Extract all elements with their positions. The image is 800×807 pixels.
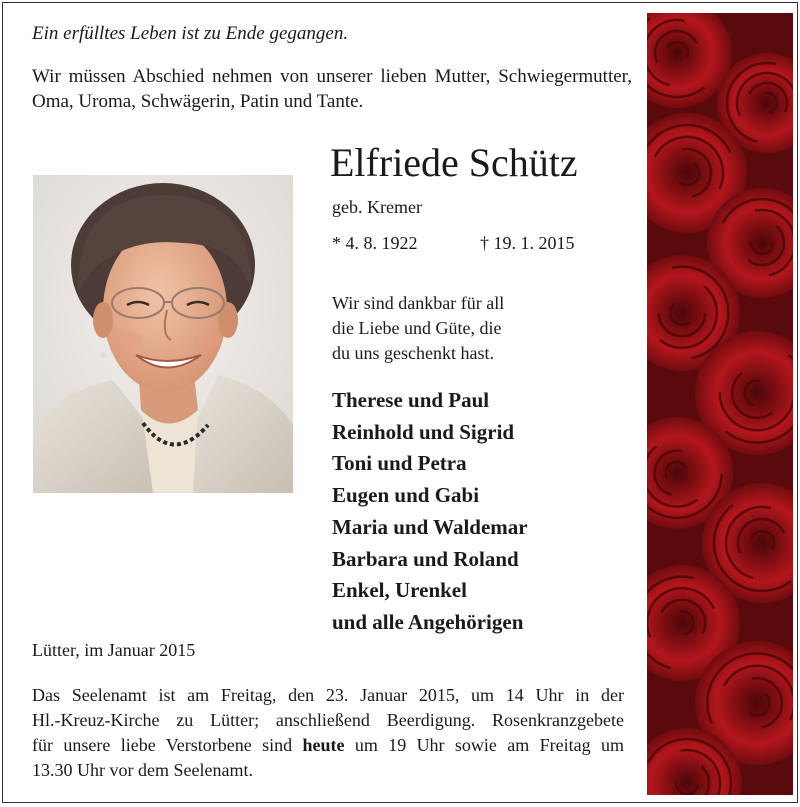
thanks-line: Wir sind dankbar für all [332, 293, 505, 313]
notice-line: Das Seelenamt ist am Freitag, den 23. Januar 2015, um 14 Uhr in der [32, 685, 624, 705]
lead-paragraph: Wir müssen Abschied nehmen von unserer lieben Mutter, Schwiegermutter, Oma, Uroma, Schwägerin, Patin und Tante. [32, 66, 632, 112]
maiden-name: geb. Kremer [332, 197, 422, 217]
thanks-line: die Liebe und Güte, die [332, 318, 502, 338]
notice-line: Hl.-Kreuz-Kirche zu Lütter; anschließend Beerdigung. Rosenkranzgebete [32, 710, 624, 730]
mourner-entry: Maria und Waldemar [332, 514, 528, 539]
service-notice [32, 683, 624, 783]
notice-text: für unsere liebe Verstorbene sind [32, 735, 303, 755]
mourner-entry: und alle Angehörigen [332, 609, 524, 634]
mourners-list [332, 385, 632, 639]
death-date: † 19. 1. 2015 [480, 233, 575, 253]
place-date: Lütter, im Januar 2015 [32, 640, 196, 660]
thanks-line: du uns geschenkt hast. [332, 343, 494, 363]
mourner-entry: Barbara und Roland [332, 546, 519, 571]
mourner-entry: Enkel, Urenkel [332, 578, 467, 603]
mourner-entry: Therese und Paul [332, 388, 490, 412]
mourner-entry: Eugen und Gabi [332, 483, 480, 508]
notice-line [32, 733, 624, 758]
deceased-name: Elfriede Schütz [330, 140, 578, 185]
obituary-notice [2, 2, 798, 803]
thanks-verse [332, 291, 592, 366]
notice-text: um 19 Uhr sowie am Freitag um [344, 735, 625, 755]
mourner-entry: Reinhold und Sigrid [332, 419, 515, 444]
notice-bold-today: heute [302, 735, 345, 755]
mourner-entry: Toni und Petra [332, 451, 467, 476]
roses-image [647, 13, 793, 795]
lead-text [32, 64, 632, 114]
birth-date: * 4. 8. 1922 [332, 233, 418, 253]
notice-line: 13.30 Uhr vor dem Seelenamt. [32, 760, 253, 780]
intro-line: Ein erfülltes Leben ist zu Ende gegangen. [32, 23, 349, 44]
portrait-photo [33, 175, 293, 493]
